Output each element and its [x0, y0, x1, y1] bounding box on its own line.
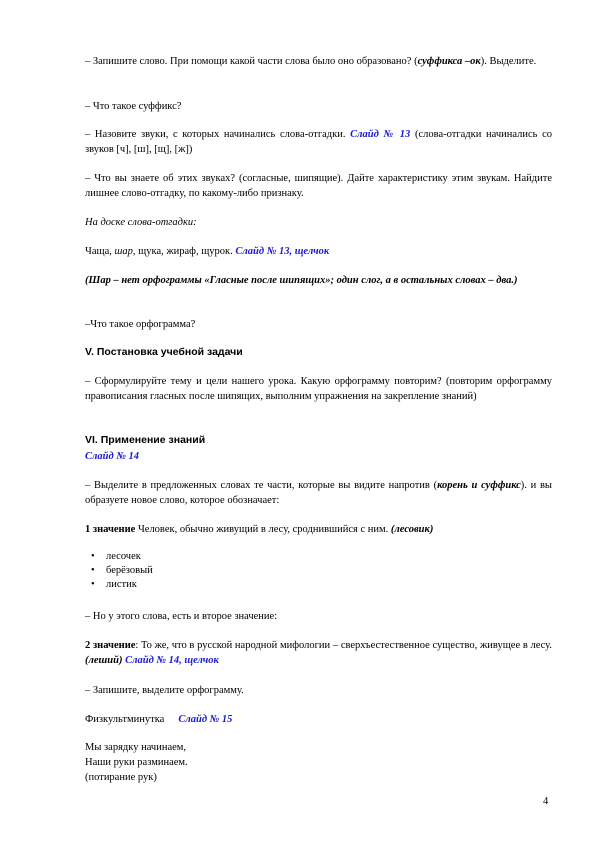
paragraph-question-suffix: – Запишите слово. При помощи какой части слова было оно образовано? (суффикса –ок). Выделите.	[85, 56, 537, 67]
poem-line: (потирание рук)	[85, 772, 157, 783]
paragraph-what-is-suffix: – Что такое суффикс?	[85, 101, 182, 112]
paragraph-physical-break: Физкультминутка Слайд № 15	[85, 714, 233, 725]
paragraph-name-sounds: – Назовите звуки, с которых начинались слова-отгадки. Слайд № 13 (слова-отгадки начинались со звуков [ч], [ш], [щ], [ж])	[85, 129, 552, 155]
paragraph-write-down: – Запишите, выделите орфограмму.	[85, 685, 244, 696]
slide-14-label: Слайд № 14	[85, 451, 140, 462]
slide-14-click-link: Слайд № 14, щелчок	[122, 655, 219, 666]
paragraph-board-words: На доске слова-отгадки:	[85, 217, 197, 228]
slide-13-click-link: Слайд № 13, щелчок	[235, 246, 330, 257]
heading-section-v: V. Постановка учебной задачи	[85, 346, 243, 358]
heading-section-vi: VI. Применение знаний	[85, 434, 206, 446]
emphasis-suffix: суффикса –ок	[417, 56, 481, 67]
paragraph-what-is-orthogram: –Что такое орфограмма?	[85, 319, 196, 330]
paragraph-shar-explanation: (Шар – нет орфограммы «Гласные после шипящих»; один слог, а в остальных словах – два.)	[85, 275, 518, 286]
paragraph-meaning-1: 1 значение Человек, обычно живущий в лесу, сроднившийся с ним. (лесовик)	[85, 524, 434, 535]
list-item: • лесочек	[85, 550, 153, 564]
poem-line: Мы зарядку начинаем,	[85, 742, 187, 753]
paragraph-second-meaning-intro: – Но у этого слова, есть и второе значение:	[85, 611, 278, 622]
slide-13-link: Слайд № 13	[350, 129, 411, 140]
list-item: • берёзовый	[85, 564, 153, 578]
slide-15-link: Слайд № 15	[178, 714, 233, 725]
paragraph-sounds-characteristics: – Что вы знаете об этих звуках? (согласные, шипящие). Дайте характеристику этим звукам. Найдите лишнее слово-отгадку, по какому-либо признаку.	[85, 173, 552, 199]
list-item: • листик	[85, 578, 153, 592]
paragraph-riddle-words: Чаща, шар, щука, жираф, щурок. Слайд № 13, щелчок	[85, 246, 330, 257]
poem-line: Наши руки разминаем.	[85, 757, 188, 768]
page-number: 4	[543, 796, 549, 807]
paragraph-select-parts: – Выделите в предложенных словах те части, которые вы видите напротив (корень и суффикс). и вы образуете новое слово, которое обозначает:	[85, 480, 552, 506]
paragraph-lesson-goals: – Сформулируйте тему и цели нашего урока. Какую орфограмму повторим? (повторим орфограмму правописания гласных после шипящих, выполним упражнения на закрепление знаний)	[85, 376, 552, 402]
paragraph-meaning-2: 2 значение: То же, что в русской народной мифологии – сверхъестественное существо, живущее в лесу. (леший) Слайд № 14, щелчок	[85, 640, 552, 666]
word-list	[85, 550, 153, 592]
